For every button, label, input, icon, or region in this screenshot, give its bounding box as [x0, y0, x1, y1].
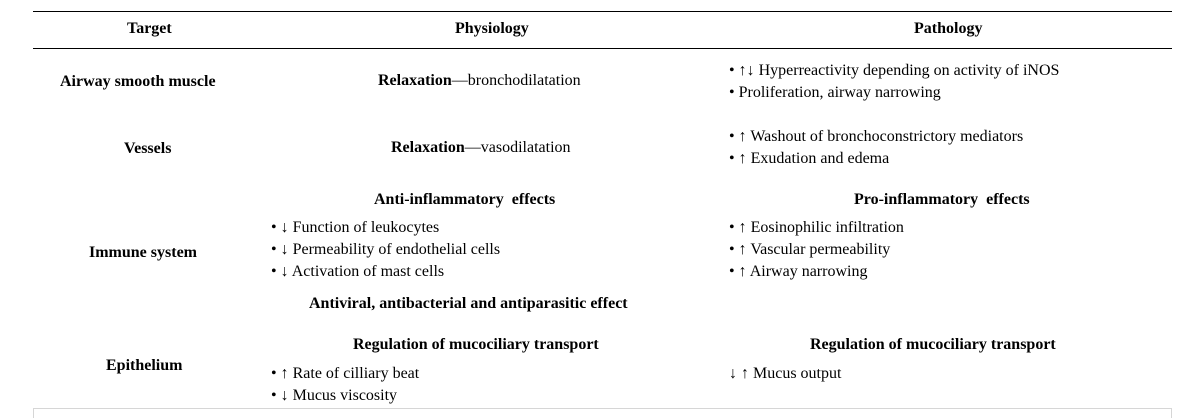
row-vessels-physiology-text: —vasodilatation — [464, 139, 571, 156]
row-immune-physiology-2: • ↓ Permeability of endothelial cells — [271, 241, 501, 258]
header-physiology: Physiology — [455, 20, 529, 37]
row-airway-physiology-text: —bronchodilatation — [451, 72, 581, 89]
header-target: Target — [127, 20, 172, 37]
row-epithelium-target: Epithelium — [106, 357, 183, 374]
row-airway-physiology — [378, 72, 581, 90]
table-header-rule — [33, 48, 1172, 49]
row-epithelium-physiology-1: • ↑ Rate of cilliary beat — [271, 365, 420, 382]
row-immune-physiology-heading: Anti-inflammatory effects — [374, 191, 556, 208]
row-immune-pathology-heading: Pro-inflammatory effects — [854, 191, 1030, 208]
row-immune-target: Immune system — [89, 244, 197, 261]
row-immune-physiology-1: • ↓ Function of leukocytes — [271, 219, 440, 236]
row-epithelium-pathology-heading: Regulation of mucociliary transport — [810, 336, 1056, 353]
row-immune-pathology-2: • ↑ Vascular permeability — [729, 241, 891, 258]
row-immune-physiology-footer: Antiviral, antibacterial and antiparasitic effect — [309, 295, 628, 312]
row-epithelium-physiology-heading: Regulation of mucociliary transport — [353, 336, 599, 353]
table-bottom-edge — [33, 408, 1172, 418]
row-immune-physiology-3: • ↓ Activation of mast cells — [271, 263, 445, 280]
row-immune-pathology-3: • ↑ Airway narrowing — [729, 263, 868, 280]
row-airway-physiology-label: Relaxation — [378, 72, 452, 89]
row-airway-target: Airway smooth muscle — [60, 73, 216, 90]
row-epithelium-pathology-1: ↓ ↑ Mucus output — [729, 365, 842, 382]
row-airway-pathology-1: • ↑↓ Hyperreactivity depending on activity of iNOS — [729, 62, 1060, 79]
row-vessels-target: Vessels — [124, 140, 172, 157]
row-airway-pathology-2: • Proliferation, airway narrowing — [729, 84, 941, 101]
row-immune-pathology-1: • ↑ Eosinophilic infiltration — [729, 219, 904, 236]
table-top-rule — [33, 11, 1172, 12]
row-vessels-pathology-2: • ↑ Exudation and edema — [729, 150, 890, 167]
row-vessels-physiology-label: Relaxation — [391, 139, 465, 156]
header-pathology: Pathology — [914, 20, 983, 37]
row-vessels-pathology-1: • ↑ Washout of bronchoconstrictory mediators — [729, 128, 1024, 145]
row-epithelium-physiology-2: • ↓ Mucus viscosity — [271, 387, 398, 404]
row-vessels-physiology — [391, 139, 571, 157]
